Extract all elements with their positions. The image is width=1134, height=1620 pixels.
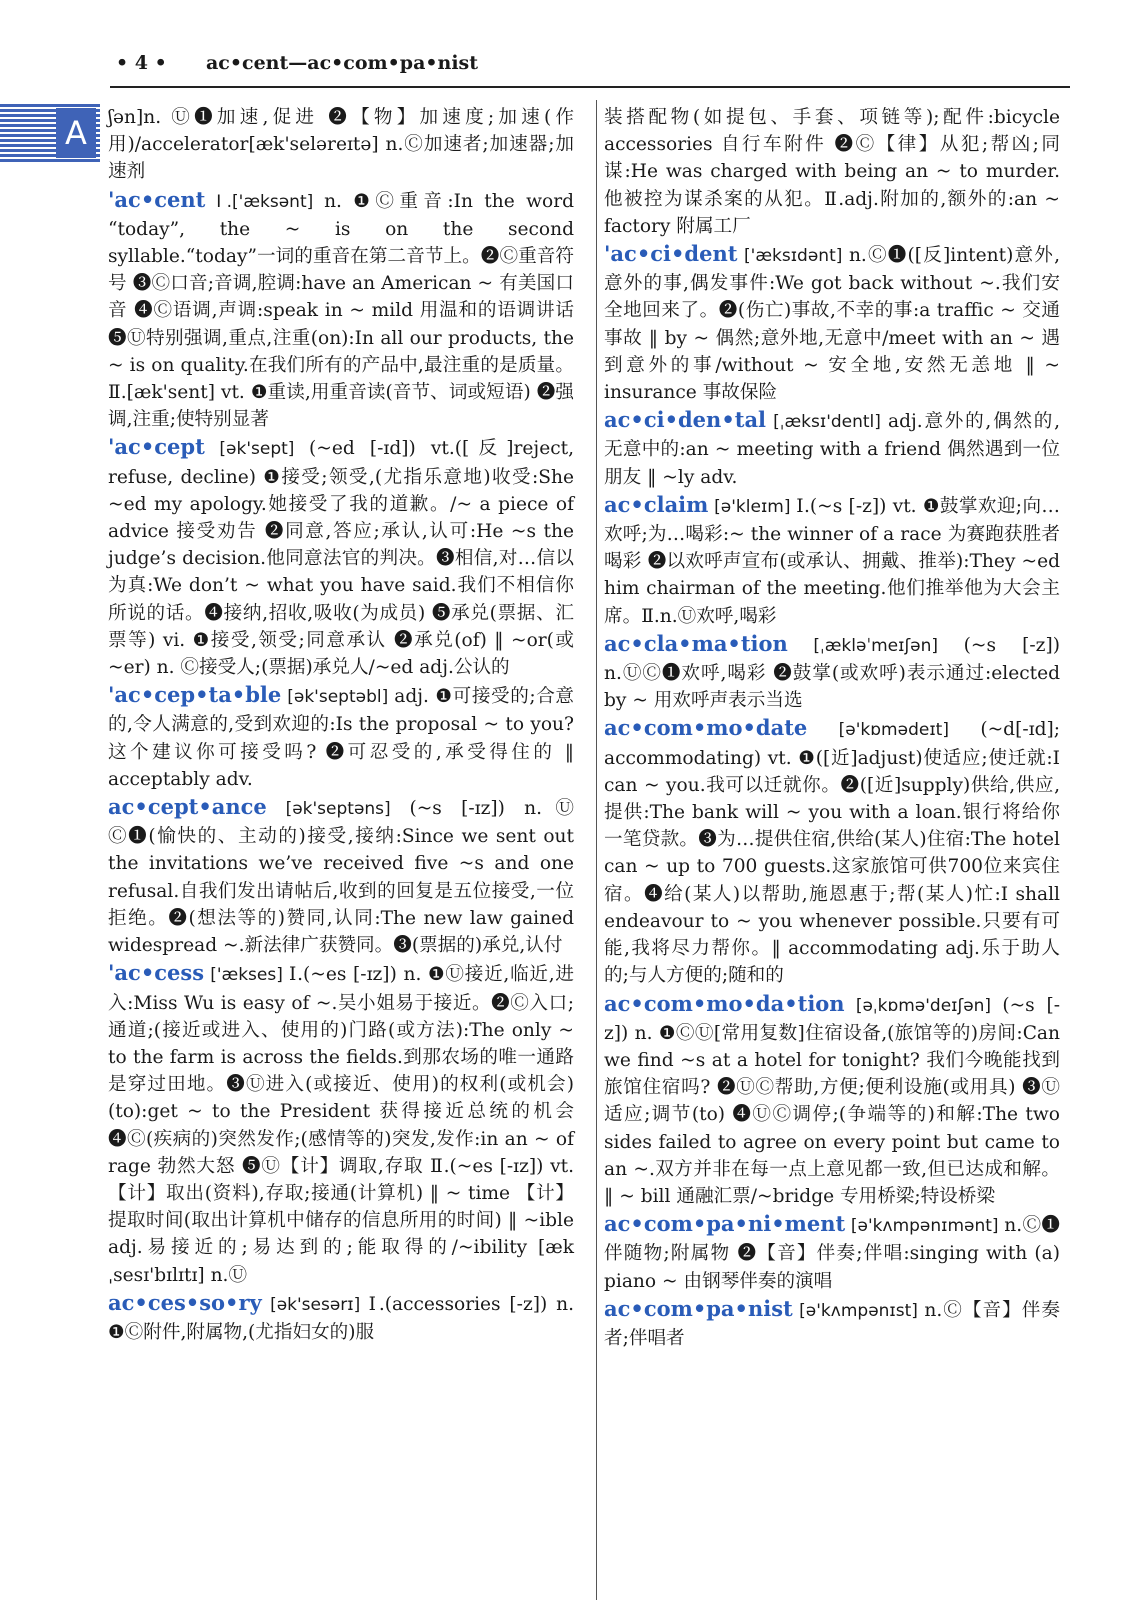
headword: ac•ci•den•tal — [604, 407, 767, 433]
definition-text: (~s [-z]) n. ❶ⒸⓊ[常用复数]住宿设备,(旅馆等的)房间:Can we find ~s at a hotel for tonight? 我们今晚能找到旅馆住宿吗? ❷ⓊⒸ帮助,方便;便利设施(或用具) ❸Ⓤ适应;调节(to) ❹ⓊⒸ调停;(争端等的)和解:The two sides failed to agree on every point but came to an ~.双方并非在每一点上意见都一致,但已达成和解。‖ ~ bill 通融汇票/~bridge 专用桥梁;特设桥梁 — [604, 994, 1060, 1207]
dictionary-entry — [108, 681, 574, 793]
page-number: • 4 • — [116, 52, 167, 74]
pronunciation: ['ækses] — [204, 965, 289, 986]
left-column — [108, 104, 574, 1346]
headword: ac•com•pa•nist — [604, 1295, 793, 1321]
pronunciation: [ə'kleɪm] — [708, 496, 797, 517]
pronunciation: Ⅰ.['æksənt] — [205, 191, 325, 212]
right-column — [604, 104, 1060, 1352]
tab-letter: A — [56, 108, 96, 158]
definition-text: adj. ❶可接受的;合意的,令人满意的,受到欢迎的:Is the proposal ~ to you? 这个建议你可接受吗? ❷可忍受的,承受得住的 ‖ acceptably adv. — [108, 686, 575, 790]
dictionary-entry — [604, 491, 1060, 630]
definition-text: ʃən]n. Ⓤ❶加速,促进 ❷【物】加速度;加速(作用)/accelerator[æk'seləreɪtə] n.Ⓒ加速者;加速器;加速剂 — [108, 107, 574, 183]
headword: ac•com•mo•date — [604, 715, 808, 741]
column-divider — [596, 100, 597, 1600]
definition-text: n.Ⓒ❶伴随物;附属物 ❷【音】伴奏;伴唱:singing with (a) piano ~ 由钢琴伴奏的演唱 — [604, 1215, 1060, 1292]
dictionary-entry — [604, 990, 1060, 1211]
pronunciation: ['æksɪdənt] — [737, 246, 849, 267]
entry-range: ac•cent—ac•com•pa•nist — [206, 52, 479, 74]
headword: 'ac•cess — [108, 960, 205, 986]
definition-text: 装搭配物(如提包、手套、项链等);配件:bicycle accessories 自行车附件 ❷Ⓒ【律】从犯;帮凶;同谋:He was charged with being an ~ to murder.他被控为谋杀案的从犯。Ⅱ.adj.附加的,额外的:an ~ factory 附属工厂 — [604, 107, 1060, 237]
pronunciation: [ək'sept] — [204, 439, 310, 460]
pronunciation: [ək'sesərɪ] — [261, 1294, 369, 1315]
dictionary-entry — [108, 433, 574, 681]
pronunciation: [ə'kʌmpənɪmənt] — [845, 1216, 1005, 1237]
headword: ac•cla•ma•tion — [604, 630, 788, 656]
dictionary-entry — [604, 1210, 1060, 1295]
headword: 'ac•cept — [108, 434, 205, 460]
pronunciation: [ˌækləˈmeɪʃən] — [787, 635, 964, 656]
definition-text: (~ed [-ɪd]) vt.([反]reject, refuse, decline) ❶接受;领受,(尤指乐意地)收受:She ~ed my apology.她接受了我的道歉。/~ a piece of advice 接受劝告 ❷同意,答应;承认,认可:He ~s the judge’s decision.他同意法官的判决。❸相信,对…信以为真:We don’t ~ what you have said.我们不相信你所说的话。❹接纳,招收,吸收(为成员) ❺承兑(票据、汇票等) vi. ❶接受,领受;同意承认 ❷承兑(of) ‖ ~or(或 ~er) n. Ⓒ接受人;(票据)承兑人/~ed adj.公认的 — [108, 438, 574, 679]
dictionary-entry — [604, 1295, 1060, 1352]
definition-text: Ⅰ.(accessories [-z]) n. ❶Ⓒ附件,附属物,(尤指妇女的)服 — [108, 1293, 574, 1343]
definition-text: (~s [-ɪz]) n.Ⓤ Ⓒ❶(愉快的、主动的)接受,接纳:Since we sent out the invitations we’ve received five ~s and one refusal.自我们发出请帖后,收到的回复是五位接受,一位拒绝。❷(想法等的)赞同,认同:The new law gained widespread ~.新法律广获赞同。❸(票据的)承兑,认付 — [108, 798, 574, 957]
dictionary-entry — [604, 714, 1060, 989]
dictionary-entry — [604, 104, 1060, 240]
headword: ac•ces•so•ry — [108, 1289, 262, 1315]
pronunciation: [əˌkɒmə'deɪʃən] — [844, 995, 1003, 1016]
headword: 'ac•ci•dent — [604, 241, 738, 267]
dictionary-entry — [108, 104, 574, 186]
headword: 'ac•cent — [108, 186, 206, 212]
page-header — [110, 52, 1070, 88]
letter-thumb-tab — [0, 104, 100, 162]
pronunciation: [ə'kɒmədeɪt] — [807, 720, 981, 741]
headword: ac•com•pa•ni•ment — [604, 1211, 846, 1237]
pronunciation: [ək'septəns] — [266, 799, 410, 820]
dictionary-entry — [604, 406, 1060, 491]
dictionary-entry — [108, 793, 574, 959]
definition-text: (~s [-z]) n.ⓊⒸ❶欢呼,喝彩 ❷鼓掌(或欢呼)表示通过:elected by ~ 用欢呼声表示当选 — [604, 634, 1060, 712]
definition-text: n.Ⓒ【音】伴奏者;伴唱者 — [604, 1299, 1060, 1349]
definition-text: Ⅰ.(~es [-ɪz]) n. ❶Ⓤ接近,临近,进入:Miss Wu is easy of ~.吴小姐易于接近。❷Ⓒ入口;通道;(接近或进入、使用的)门路(或方法):The only ~ to the farm is across the fields.到那农场的唯一通路是穿过田地。❸Ⓤ进入(或接近、使用)的权利(或机会)(to):get ~ to the President 获得接近总统的机会 ❹Ⓒ(疾病的)突然发作;(感情等的)突发,发作:in an ~ of rage 勃然大怒 ❺Ⓤ【计】调取,存取 Ⅱ.(~es [-ɪz]) vt.【计】取出(资料),存取;接通(计算机) ‖ ~ time 【计】提取时间(取出计算机中储存的信息所用的时间) ‖ ~ible adj.易接近的;易达到的;能取得的/~ibility [ækˌsesɪ'bɪlɪtɪ] n.Ⓤ — [108, 964, 574, 1286]
headword: 'ac•cep•ta•ble — [108, 682, 282, 708]
dictionary-entry — [108, 186, 574, 434]
headword: ac•com•mo•da•tion — [604, 990, 845, 1016]
dictionary-entry — [604, 240, 1060, 406]
definition-text: adj.意外的,偶然的,无意中的:an ~ meeting with a friend 偶然遇到一位朋友 ‖ ~ly adv. — [604, 411, 1060, 488]
definition-text: (~d[-ɪd]; accommodating) vt. ❶([近]adjust)使适应;使迁就:I can ~ you.我可以迁就你。❷([近]supply)供给,供应,提供:The bank will ~ you with a loan.银行将给你一笔贷款。❸为…提供住宿,供给(某人)住宿:The hotel can ~ up to 700 guests.这家旅馆可供700位来宾住宿。❹给(某人)以帮助,施恩惠于;帮(某人)忙:I shall endeavour to ~ you whenever possible.只要有可能,我将尽力帮你。‖ accommodating adj.乐于助人的;与人方便的;随和的 — [604, 719, 1060, 987]
headword: ac•claim — [604, 491, 709, 517]
definition-text: n. ❶Ⓒ重音:In the word “today”, the ~ is on the second syllable.“today”一词的重音在第二音节上。❷Ⓒ重音符号 ❸Ⓒ口音;音调,腔调:have an American ~ 有美国口音 ❹Ⓒ语调,声调:speak in ~ mild 用温和的语调讲话 ❺Ⓤ特别强调,重点,注重(on):In all our products, the ~ is on quality.在我们所有的产品中,最注重的是质量。Ⅱ.[æk'sent] vt. ❶重读,用重音读(音节、词或短语) ❷强调,注重;使特别显著 — [108, 190, 574, 431]
definition-text: Ⅰ.(~s [-z]) vt. ❶鼓掌欢迎;向…欢呼;为…喝彩:~ the winner of a race 为赛跑获胜者喝彩 ❷以欢呼声宣布(或承认、拥戴、推举):They ~ed him chairman of the meeting.他们推举他为大会主席。Ⅱ.n.Ⓤ欢呼,喝彩 — [604, 495, 1061, 627]
definition-text: n.Ⓒ❶([反]intent)意外,意外的事,偶发事件:We got back without ~.我们安全地回来了。❷(伤亡)事故,不幸的事:a traffic ~ 交通事故 ‖ by ~ 偶然;意外地,无意中/meet with an ~ 遇到意外的事/without ~ 安全地,安然无恙地 ‖ ~ insurance 事故保险 — [604, 245, 1060, 404]
pronunciation: [ə'kʌmpənɪst] — [792, 1300, 925, 1321]
dictionary-entry — [108, 959, 574, 1288]
dictionary-entry — [108, 1289, 574, 1346]
headword: ac•cept•ance — [108, 794, 267, 820]
pronunciation: [ˌæksɪ'dentl] — [766, 412, 889, 433]
dictionary-entry — [604, 630, 1060, 715]
pronunciation: [ək'septəbl] — [281, 687, 395, 708]
